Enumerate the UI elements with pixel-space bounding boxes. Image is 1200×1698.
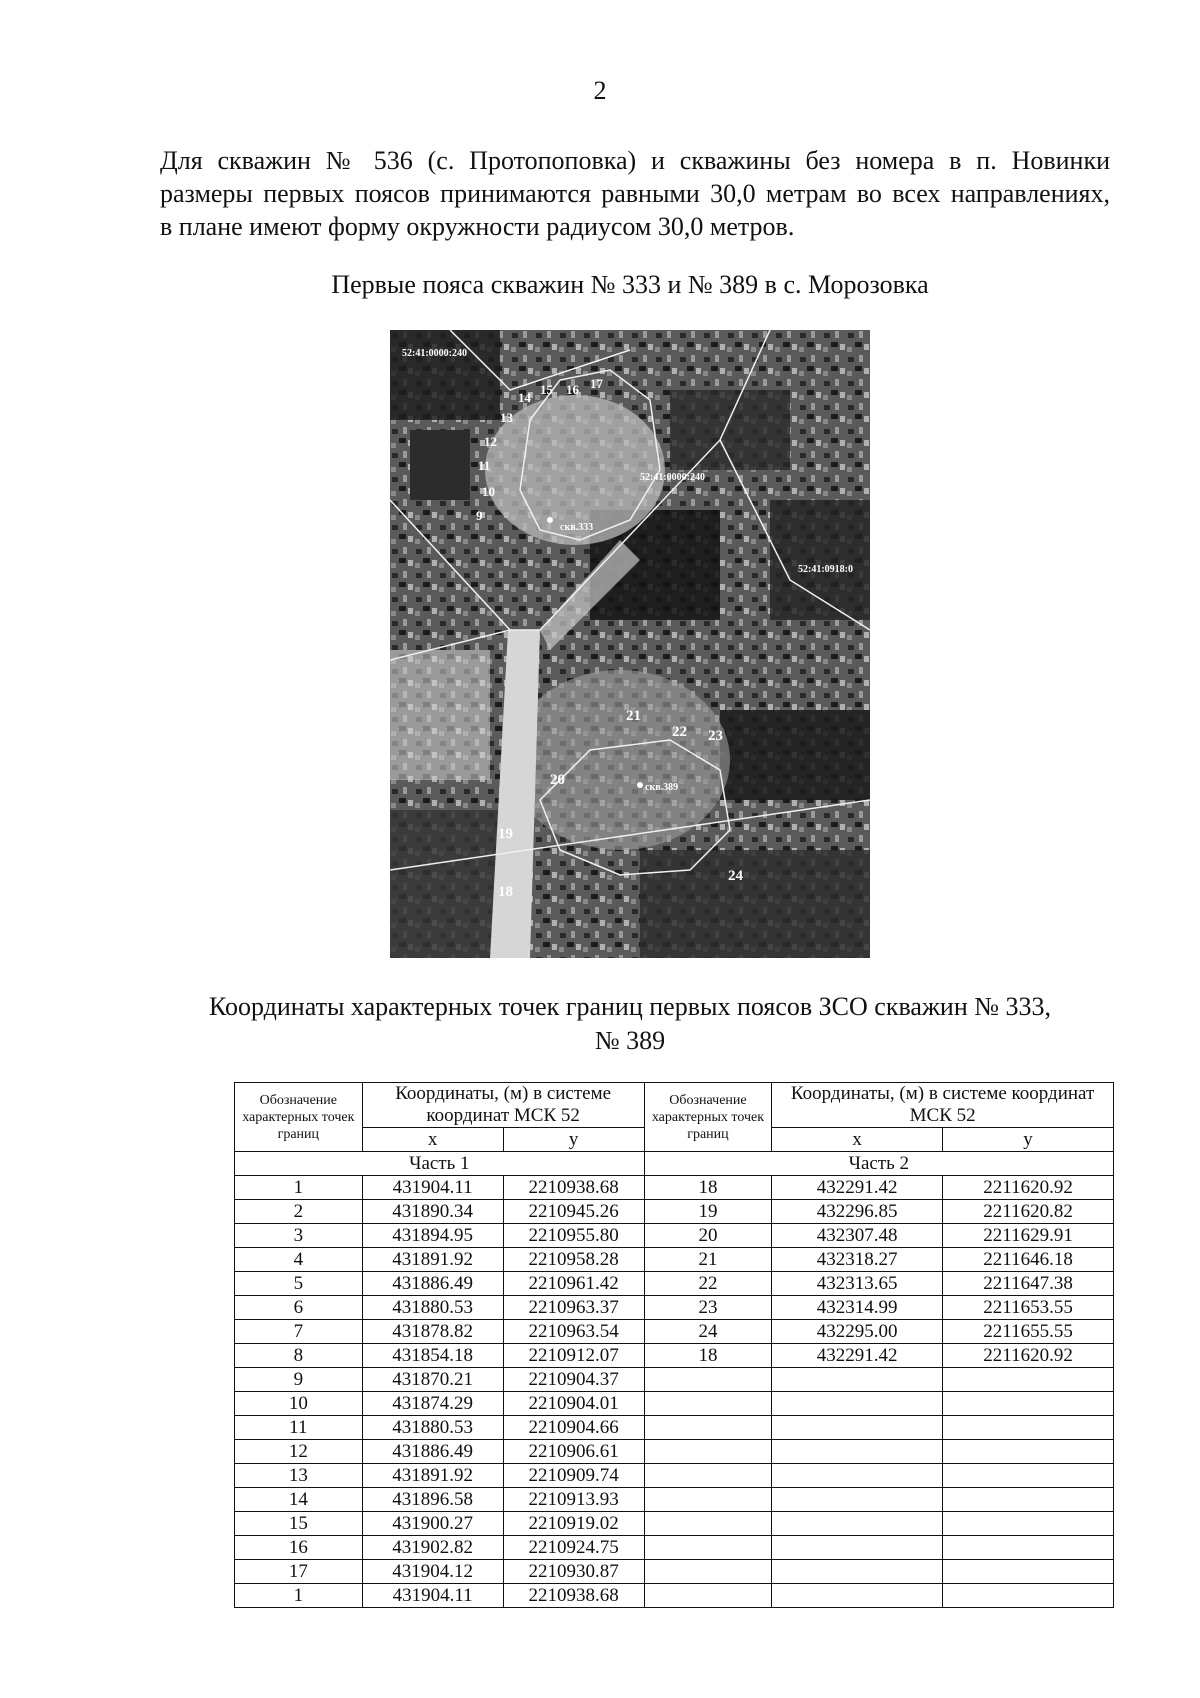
cell-right-x [772,1584,943,1608]
table-row [235,1440,1114,1464]
table-row [235,1224,1114,1248]
cell-left-y: 2210958.28 [503,1248,644,1272]
cell-left-point: 15 [235,1512,363,1536]
cell-left-x: 431890.34 [362,1200,503,1224]
map-caption: Первые пояса скважин № 333 и № 389 в с. Морозовка [331,270,929,299]
cell-left-y: 2210955.80 [503,1224,644,1248]
cell-left-point: 4 [235,1248,363,1272]
header-y-right: y [943,1128,1114,1152]
cell-right-x: 432318.27 [772,1248,943,1272]
table-row [235,1248,1114,1272]
cell-right-x [772,1416,943,1440]
map-label-well-333: скв.333 [560,522,594,533]
cell-left-y: 2210919.02 [503,1512,644,1536]
cell-right-x: 432307.48 [772,1224,943,1248]
cell-left-point: 3 [235,1224,363,1248]
cell-left-point: 11 [235,1416,363,1440]
cell-right-point [644,1560,772,1584]
cell-left-x: 431904.12 [362,1560,503,1584]
cell-right-y [943,1536,1114,1560]
cell-right-point: 24 [644,1320,772,1344]
table-row [235,1464,1114,1488]
header-x-right: x [772,1128,943,1152]
header-y-left: y [503,1128,644,1152]
cell-left-x: 431894.95 [362,1224,503,1248]
cell-left-y: 2210913.93 [503,1488,644,1512]
cell-right-point: 22 [644,1272,772,1296]
cell-right-point [644,1416,772,1440]
cell-right-x: 432291.42 [772,1176,943,1200]
cell-right-x [772,1368,943,1392]
cell-left-point: 10 [235,1392,363,1416]
cell-left-x: 431880.53 [362,1296,503,1320]
coordinates-title [0,990,1200,1058]
cell-right-y: 2211646.18 [943,1248,1114,1272]
cell-left-point: 2 [235,1200,363,1224]
map-point-13: 13 [500,410,513,425]
cell-right-point: 19 [644,1200,772,1224]
cell-left-x: 431886.49 [362,1440,503,1464]
cell-right-x [772,1512,943,1536]
cell-right-point: 21 [644,1248,772,1272]
cell-left-point: 16 [235,1536,363,1560]
cell-left-x: 431904.11 [362,1584,503,1608]
cell-left-x: 431902.82 [362,1536,503,1560]
intro-line-1: Для скважин № 536 (с. Протопоповка) и скважины без номера в п. Новинки [160,146,1110,175]
map-label-cad-right: 52:41:0918:0 [798,564,853,575]
table-row [235,1200,1114,1224]
map-point-11: 11 [478,458,491,473]
cell-left-x: 431891.92 [362,1248,503,1272]
header-coords-right: Координаты, (м) в системе координат МСК 52 [772,1083,1114,1128]
cell-right-x [772,1392,943,1416]
cell-left-x: 431870.21 [362,1368,503,1392]
cell-right-y [943,1416,1114,1440]
cell-left-y: 2210912.07 [503,1344,644,1368]
cell-right-point: 23 [644,1296,772,1320]
table-row [235,1368,1114,1392]
intro-line-2: размеры первых поясов принимаются равными 30,0 метрам во всех направлениях, [160,179,1110,208]
aerial-map [390,330,870,958]
cell-left-x: 431904.11 [362,1176,503,1200]
map-point-9: 9 [476,508,483,523]
cell-left-point: 1 [235,1584,363,1608]
cell-right-y: 2211653.55 [943,1296,1114,1320]
cell-left-x: 431886.49 [362,1272,503,1296]
map-point-14: 14 [518,390,531,405]
cell-right-y: 2211655.55 [943,1320,1114,1344]
map-label-cad-top-left: 52:41:0000:240 [402,348,467,359]
cell-left-y: 2210906.61 [503,1440,644,1464]
map-point-12: 12 [484,434,497,449]
cell-left-x: 431900.27 [362,1512,503,1536]
cell-left-point: 14 [235,1488,363,1512]
cell-right-point [644,1440,772,1464]
cell-right-x: 432295.00 [772,1320,943,1344]
map-point-16: 16 [566,382,579,397]
cell-left-point: 7 [235,1320,363,1344]
header-x-left: x [362,1128,503,1152]
cell-right-y [943,1488,1114,1512]
cell-right-point [644,1584,772,1608]
cell-left-point: 5 [235,1272,363,1296]
coordinates-title-line-1: Координаты характерных точек границ первых поясов ЗСО скважин № 333, [208,992,1052,1021]
table-row [235,1584,1114,1608]
cell-right-x [772,1464,943,1488]
table-row [235,1536,1114,1560]
table-row [235,1488,1114,1512]
cell-right-y [943,1512,1114,1536]
intro-paragraph [160,144,1110,243]
cell-right-point [644,1464,772,1488]
cell-left-y: 2210963.37 [503,1296,644,1320]
cell-right-x [772,1536,943,1560]
cell-right-point: 20 [644,1224,772,1248]
header-point-left: Обозначение характерных точек границ [235,1083,363,1152]
map-label-cad-mid: 52:41:0000:240 [640,472,705,483]
cell-right-point: 18 [644,1344,772,1368]
cell-right-point: 18 [644,1176,772,1200]
cell-left-point: 13 [235,1464,363,1488]
cell-right-y [943,1560,1114,1584]
map-point-20: 20 [550,772,565,788]
cell-right-point [644,1536,772,1560]
cell-right-y [943,1440,1114,1464]
cell-left-y: 2210904.37 [503,1368,644,1392]
cell-right-y: 2211647.38 [943,1272,1114,1296]
cell-right-x [772,1560,943,1584]
cell-left-y: 2210909.74 [503,1464,644,1488]
cell-right-x [772,1440,943,1464]
cell-left-y: 2210938.68 [503,1176,644,1200]
cell-right-point [644,1488,772,1512]
cell-left-point: 8 [235,1344,363,1368]
cell-right-x: 432296.85 [772,1200,943,1224]
cell-right-x [772,1488,943,1512]
map-point-15: 15 [540,382,553,397]
cell-right-point [644,1368,772,1392]
map-point-22: 22 [672,724,687,740]
cell-right-y [943,1464,1114,1488]
cell-left-x: 431854.18 [362,1344,503,1368]
cell-right-y [943,1392,1114,1416]
cell-left-point: 6 [235,1296,363,1320]
table-row [235,1512,1114,1536]
cell-left-point: 17 [235,1560,363,1584]
map-point-21: 21 [626,708,641,724]
cell-left-y: 2210924.75 [503,1536,644,1560]
map-point-17: 17 [590,376,603,391]
map-point-24: 24 [728,868,743,884]
part-1-label: Часть 1 [235,1152,645,1176]
cell-left-y: 2210963.54 [503,1320,644,1344]
cell-right-y: 2211620.92 [943,1344,1114,1368]
cell-left-y: 2210930.87 [503,1560,644,1584]
cell-left-y: 2210945.26 [503,1200,644,1224]
cell-left-y: 2210904.01 [503,1392,644,1416]
table-row [235,1176,1114,1200]
map-point-19: 19 [498,826,513,842]
cell-right-y: 2211620.92 [943,1176,1114,1200]
header-point-right: Обозначение характерных точек границ [644,1083,772,1152]
cell-right-point [644,1392,772,1416]
cell-left-y: 2210938.68 [503,1584,644,1608]
cell-left-x: 431896.58 [362,1488,503,1512]
cell-left-point: 9 [235,1368,363,1392]
map-point-18: 18 [498,884,513,900]
cell-left-y: 2210961.42 [503,1272,644,1296]
cell-right-y: 2211629.91 [943,1224,1114,1248]
cell-right-y [943,1584,1114,1608]
header-coords-left: Координаты, (м) в системе координат МСК 52 [362,1083,644,1128]
table-row [235,1416,1114,1440]
cell-left-y: 2210904.66 [503,1416,644,1440]
map-label-well-389: скв.389 [645,782,679,793]
table-row [235,1296,1114,1320]
coordinates-title-line-2: № 389 [594,1026,666,1055]
cell-left-x: 431891.92 [362,1464,503,1488]
table-row [235,1560,1114,1584]
coordinates-table [234,1082,1114,1608]
map-image [390,330,870,958]
cell-left-x: 431880.53 [362,1416,503,1440]
cell-right-x: 432291.42 [772,1344,943,1368]
table-row [235,1320,1114,1344]
part-2-label: Часть 2 [644,1152,1113,1176]
map-point-10: 10 [482,484,495,499]
cell-left-x: 431878.82 [362,1320,503,1344]
cell-right-y [943,1368,1114,1392]
cell-left-point: 1 [235,1176,363,1200]
cell-right-y: 2211620.82 [943,1200,1114,1224]
table-row [235,1344,1114,1368]
table-row [235,1272,1114,1296]
table-row [235,1392,1114,1416]
page-number: 2 [593,76,607,105]
cell-left-point: 12 [235,1440,363,1464]
cell-right-point [644,1512,772,1536]
intro-line-3: в плане имеют форму окружности радиусом 30,0 метров. [160,212,795,241]
cell-right-x: 432313.65 [772,1272,943,1296]
cell-right-x: 432314.99 [772,1296,943,1320]
map-point-23: 23 [708,728,723,744]
cell-left-x: 431874.29 [362,1392,503,1416]
